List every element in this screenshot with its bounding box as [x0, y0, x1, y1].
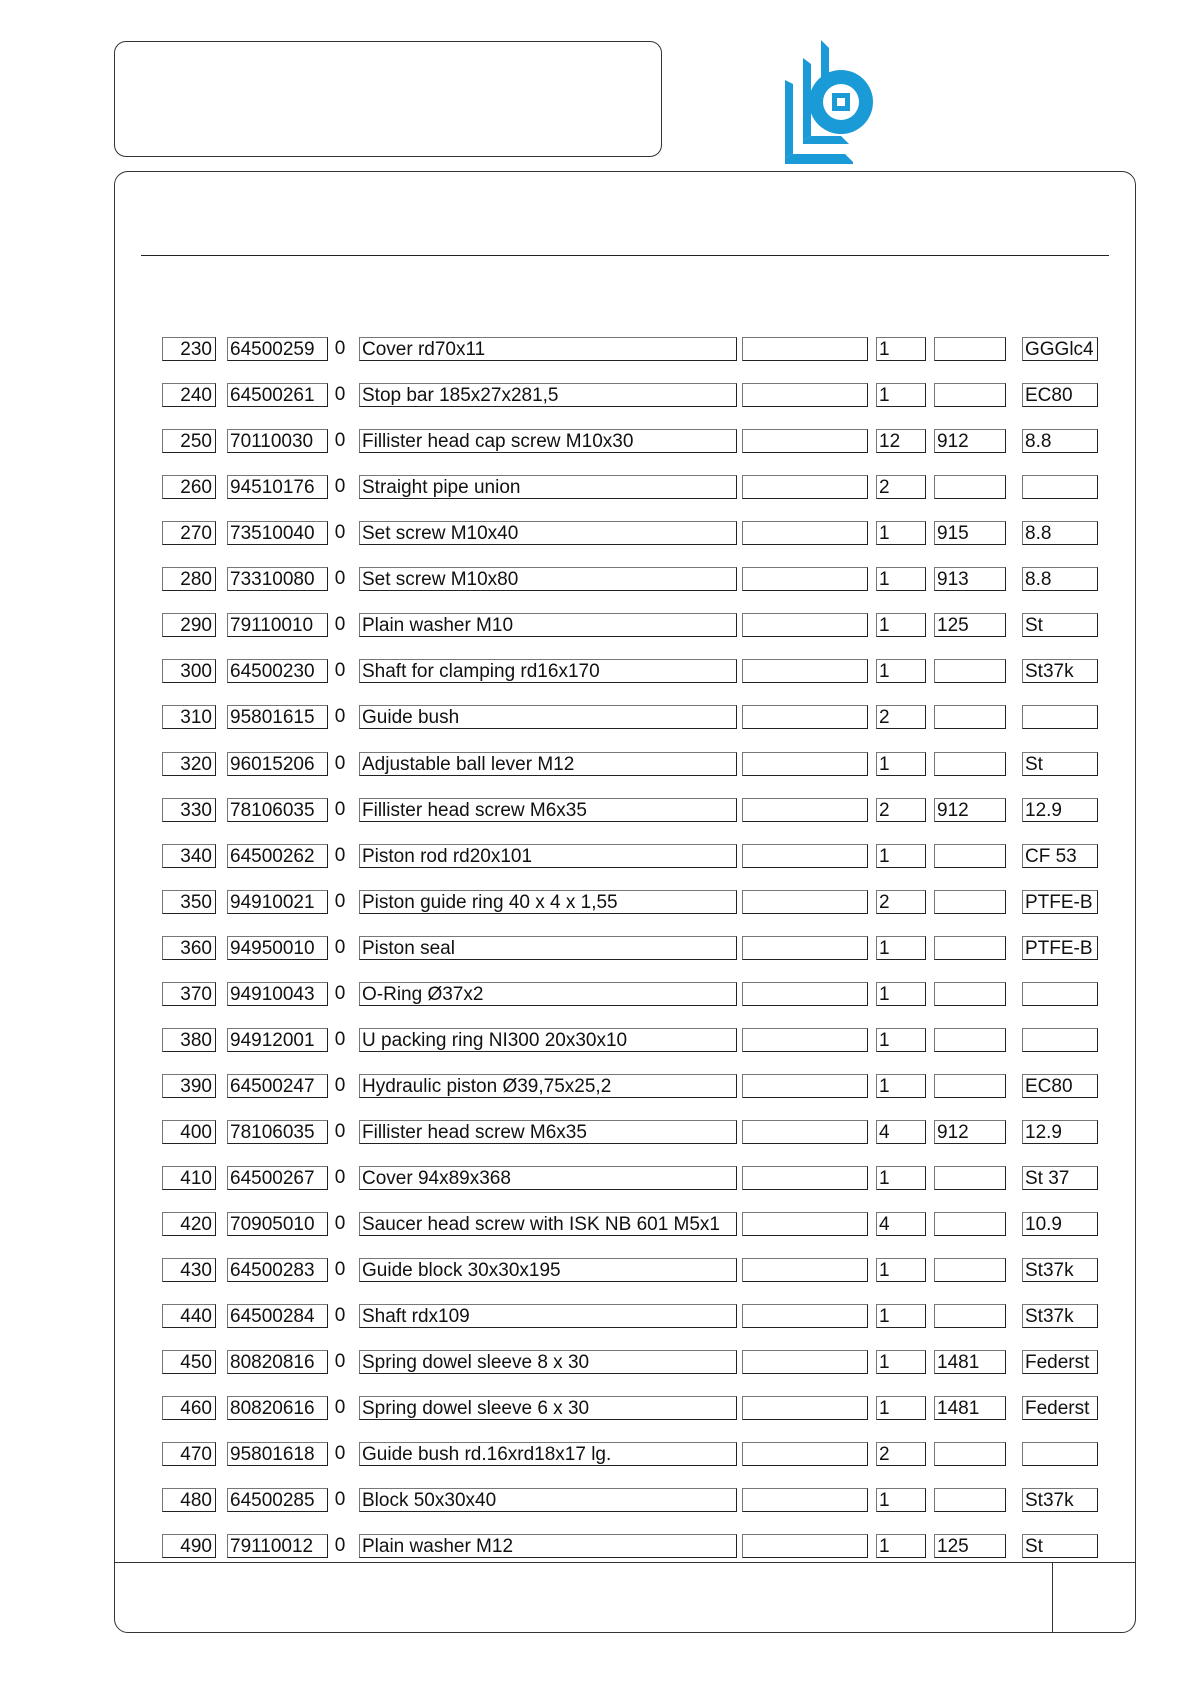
article-number: 94950010	[227, 936, 328, 960]
quantity: 1	[876, 1396, 926, 1420]
position-number: 380	[162, 1028, 216, 1052]
material: St	[1022, 1534, 1098, 1558]
quantity: 1	[876, 1304, 926, 1328]
part-description: Set screw M10x80	[359, 567, 737, 591]
variant-number: 0	[334, 982, 346, 1004]
material: 10.9	[1022, 1212, 1098, 1236]
empty-field	[742, 1028, 868, 1052]
variant-number: 0	[334, 752, 346, 774]
empty-field	[742, 1166, 868, 1190]
position-number: 290	[162, 613, 216, 637]
part-description: Spring dowel sleeve 8 x 30	[359, 1350, 737, 1374]
din-standard: 125	[934, 613, 1006, 637]
article-number: 64500283	[227, 1258, 328, 1282]
empty-field	[742, 613, 868, 637]
position-number: 490	[162, 1534, 216, 1558]
article-number: 79110012	[227, 1534, 328, 1558]
variant-number: 0	[334, 1074, 346, 1096]
part-description: Spring dowel sleeve 6 x 30	[359, 1396, 737, 1420]
din-standard	[934, 383, 1006, 407]
table-row	[0, 659, 1190, 685]
din-standard	[934, 982, 1006, 1006]
empty-field	[742, 429, 868, 453]
footer-column-divider	[1052, 1562, 1053, 1633]
din-standard: 912	[934, 798, 1006, 822]
part-description: Piston guide ring 40 x 4 x 1,55	[359, 890, 737, 914]
table-row	[0, 1350, 1190, 1376]
empty-field	[742, 982, 868, 1006]
empty-field	[742, 1304, 868, 1328]
table-row	[0, 752, 1190, 778]
variant-number: 0	[334, 1397, 346, 1419]
part-description: Saucer head screw with ISK NB 601 M5x1	[359, 1212, 737, 1236]
variant-number: 0	[334, 614, 346, 636]
din-standard: 913	[934, 567, 1006, 591]
empty-field	[742, 659, 868, 683]
article-number: 96015206	[227, 752, 328, 776]
part-description: Plain washer M10	[359, 613, 737, 637]
article-number: 78106035	[227, 798, 328, 822]
article-number: 64500284	[227, 1304, 328, 1328]
position-number: 250	[162, 429, 216, 453]
empty-field	[742, 705, 868, 729]
position-number: 310	[162, 705, 216, 729]
article-number: 64500259	[227, 337, 328, 361]
variant-number: 0	[334, 1535, 346, 1557]
quantity: 1	[876, 337, 926, 361]
empty-field	[742, 1534, 868, 1558]
article-number: 94910043	[227, 982, 328, 1006]
variant-number: 0	[334, 1212, 346, 1234]
quantity: 1	[876, 1166, 926, 1190]
article-number: 70110030	[227, 429, 328, 453]
din-standard	[934, 1304, 1006, 1328]
material: St37k	[1022, 1304, 1098, 1328]
empty-field	[742, 798, 868, 822]
quantity: 1	[876, 383, 926, 407]
position-number: 420	[162, 1212, 216, 1236]
din-standard	[934, 659, 1006, 683]
position-number: 440	[162, 1304, 216, 1328]
material	[1022, 1028, 1098, 1052]
article-number: 79110010	[227, 613, 328, 637]
quantity: 2	[876, 705, 926, 729]
material	[1022, 705, 1098, 729]
position-number: 470	[162, 1442, 216, 1466]
din-standard	[934, 1442, 1006, 1466]
variant-number: 0	[334, 798, 346, 820]
header-divider	[141, 255, 1109, 256]
article-number: 95801618	[227, 1442, 328, 1466]
position-number: 300	[162, 659, 216, 683]
quantity: 2	[876, 1442, 926, 1466]
table-row	[0, 613, 1190, 639]
position-number: 260	[162, 475, 216, 499]
material: St37k	[1022, 659, 1098, 683]
material: 8.8	[1022, 429, 1098, 453]
article-number: 73510040	[227, 521, 328, 545]
position-number: 430	[162, 1258, 216, 1282]
position-number: 370	[162, 982, 216, 1006]
position-number: 360	[162, 936, 216, 960]
material: EC80	[1022, 1074, 1098, 1098]
part-description: Shaft for clamping rd16x170	[359, 659, 737, 683]
part-description: Guide block 30x30x195	[359, 1258, 737, 1282]
table-row	[0, 844, 1190, 870]
variant-number: 0	[334, 1028, 346, 1050]
footer-divider	[114, 1562, 1136, 1563]
table-row	[0, 383, 1190, 409]
part-description: U packing ring NI300 20x30x10	[359, 1028, 737, 1052]
material: St	[1022, 613, 1098, 637]
article-number: 94510176	[227, 475, 328, 499]
part-description: Fillister head screw M6x35	[359, 1120, 737, 1144]
material	[1022, 982, 1098, 1006]
table-row	[0, 1304, 1190, 1330]
quantity: 2	[876, 475, 926, 499]
quantity: 4	[876, 1120, 926, 1144]
position-number: 460	[162, 1396, 216, 1420]
material: Federst	[1022, 1396, 1098, 1420]
empty-field	[742, 1212, 868, 1236]
table-row	[0, 936, 1190, 962]
empty-field	[742, 890, 868, 914]
variant-number: 0	[334, 936, 346, 958]
part-description: Adjustable ball lever M12	[359, 752, 737, 776]
quantity: 1	[876, 1028, 926, 1052]
variant-number: 0	[334, 476, 346, 498]
part-description: Plain washer M12	[359, 1534, 737, 1558]
article-number: 94910021	[227, 890, 328, 914]
article-number: 64500262	[227, 844, 328, 868]
table-row	[0, 567, 1190, 593]
din-standard	[934, 1074, 1006, 1098]
material: St37k	[1022, 1488, 1098, 1512]
variant-number: 0	[334, 1259, 346, 1280]
quantity: 1	[876, 1488, 926, 1512]
table-row	[0, 1212, 1190, 1238]
quantity: 1	[876, 1258, 926, 1282]
variant-number: 0	[334, 522, 346, 544]
din-standard	[934, 1166, 1006, 1190]
table-row	[0, 1120, 1190, 1146]
position-number: 450	[162, 1350, 216, 1374]
din-standard	[934, 1028, 1006, 1052]
position-number: 390	[162, 1074, 216, 1098]
material	[1022, 1442, 1098, 1466]
part-description: Cover 94x89x368	[359, 1166, 737, 1190]
part-description: Fillister head screw M6x35	[359, 798, 737, 822]
variant-number: 0	[334, 660, 346, 682]
variant-number: 0	[334, 844, 346, 866]
empty-field	[742, 1442, 868, 1466]
quantity: 2	[876, 890, 926, 914]
position-number: 330	[162, 798, 216, 822]
table-row	[0, 1074, 1190, 1100]
table-row	[0, 1488, 1190, 1514]
din-standard	[934, 752, 1006, 776]
variant-number: 0	[334, 568, 346, 590]
variant-number: 0	[334, 430, 346, 452]
din-standard	[934, 1488, 1006, 1512]
part-description: Guide bush rd.16xrd18x17 lg.	[359, 1442, 737, 1466]
position-number: 410	[162, 1166, 216, 1190]
article-number: 95801615	[227, 705, 328, 729]
material: 12.9	[1022, 798, 1098, 822]
material: PTFE-B	[1022, 890, 1098, 914]
empty-field	[742, 567, 868, 591]
din-standard	[934, 890, 1006, 914]
empty-field	[742, 337, 868, 361]
variant-number: 0	[334, 890, 346, 912]
empty-field	[742, 1074, 868, 1098]
quantity: 1	[876, 659, 926, 683]
variant-number: 0	[334, 338, 346, 359]
position-number: 230	[162, 337, 216, 361]
material: EC80	[1022, 383, 1098, 407]
din-standard: 1481	[934, 1396, 1006, 1420]
quantity: 1	[876, 982, 926, 1006]
table-row	[0, 475, 1190, 501]
din-standard	[934, 844, 1006, 868]
empty-field	[742, 475, 868, 499]
part-description: Fillister head cap screw M10x30	[359, 429, 737, 453]
empty-field	[742, 1350, 868, 1374]
table-row	[0, 1396, 1190, 1422]
variant-number: 0	[334, 1120, 346, 1142]
quantity: 1	[876, 1534, 926, 1558]
material: PTFE-B	[1022, 936, 1098, 960]
table-row	[0, 1166, 1190, 1192]
empty-field	[742, 521, 868, 545]
empty-field	[742, 1258, 868, 1282]
position-number: 240	[162, 383, 216, 407]
part-description: O-Ring Ø37x2	[359, 982, 737, 1006]
part-description: Shaft rdx109	[359, 1304, 737, 1328]
table-row	[0, 982, 1190, 1008]
position-number: 350	[162, 890, 216, 914]
article-number: 64500230	[227, 659, 328, 683]
empty-field	[742, 844, 868, 868]
din-standard	[934, 705, 1006, 729]
part-description: Set screw M10x40	[359, 521, 737, 545]
quantity: 1	[876, 1350, 926, 1374]
quantity: 4	[876, 1212, 926, 1236]
article-number: 64500247	[227, 1074, 328, 1098]
position-number: 480	[162, 1488, 216, 1512]
material: 12.9	[1022, 1120, 1098, 1144]
variant-number: 0	[334, 384, 346, 406]
din-standard: 912	[934, 1120, 1006, 1144]
table-row	[0, 798, 1190, 824]
material	[1022, 475, 1098, 499]
material: CF 53	[1022, 844, 1098, 868]
table-row	[0, 1534, 1190, 1560]
din-standard	[934, 475, 1006, 499]
material: St37k	[1022, 1258, 1098, 1282]
variant-number: 0	[334, 1443, 346, 1465]
article-number: 64500285	[227, 1488, 328, 1512]
article-number: 70905010	[227, 1212, 328, 1236]
table-row	[0, 890, 1190, 916]
article-number: 64500267	[227, 1166, 328, 1190]
article-number: 80820616	[227, 1396, 328, 1420]
material: St	[1022, 752, 1098, 776]
position-number: 340	[162, 844, 216, 868]
article-number: 94912001	[227, 1028, 328, 1052]
variant-number: 0	[334, 1489, 346, 1511]
position-number: 280	[162, 567, 216, 591]
table-row	[0, 337, 1190, 363]
quantity: 1	[876, 613, 926, 637]
variant-number: 0	[334, 706, 346, 728]
part-description: Piston seal	[359, 936, 737, 960]
variant-number: 0	[334, 1305, 346, 1326]
din-standard	[934, 337, 1006, 361]
table-row	[0, 429, 1190, 455]
part-description: Hydraulic piston Ø39,75x25,2	[359, 1074, 737, 1098]
part-description: Piston rod rd20x101	[359, 844, 737, 868]
table-row	[0, 1442, 1190, 1468]
empty-field	[742, 383, 868, 407]
material: St 37	[1022, 1166, 1098, 1190]
position-number: 320	[162, 752, 216, 776]
din-standard	[934, 1258, 1006, 1282]
din-standard: 915	[934, 521, 1006, 545]
quantity: 1	[876, 936, 926, 960]
empty-field	[742, 1396, 868, 1420]
quantity: 1	[876, 521, 926, 545]
position-number: 270	[162, 521, 216, 545]
din-standard: 912	[934, 429, 1006, 453]
article-number: 64500261	[227, 383, 328, 407]
quantity: 1	[876, 752, 926, 776]
company-logo	[783, 40, 875, 164]
part-description: Cover rd70x11	[359, 337, 737, 361]
quantity: 2	[876, 798, 926, 822]
din-standard	[934, 1212, 1006, 1236]
empty-field	[742, 1120, 868, 1144]
quantity: 1	[876, 567, 926, 591]
din-standard: 1481	[934, 1350, 1006, 1374]
article-number: 80820816	[227, 1350, 328, 1374]
title-block-box	[114, 41, 662, 157]
quantity: 1	[876, 1074, 926, 1098]
empty-field	[742, 752, 868, 776]
empty-field	[742, 1488, 868, 1512]
material: 8.8	[1022, 521, 1098, 545]
position-number: 400	[162, 1120, 216, 1144]
part-description: Stop bar 185x27x281,5	[359, 383, 737, 407]
article-number: 78106035	[227, 1120, 328, 1144]
part-description: Guide bush	[359, 705, 737, 729]
part-description: Straight pipe union	[359, 475, 737, 499]
din-standard	[934, 936, 1006, 960]
quantity: 12	[876, 429, 926, 453]
part-description: Block 50x30x40	[359, 1488, 737, 1512]
din-standard: 125	[934, 1534, 1006, 1558]
material: 8.8	[1022, 567, 1098, 591]
variant-number: 0	[334, 1351, 346, 1373]
material: GGGlc4	[1022, 337, 1098, 361]
article-number: 73310080	[227, 567, 328, 591]
empty-field	[742, 936, 868, 960]
table-row	[0, 1258, 1190, 1284]
table-row	[0, 1028, 1190, 1054]
quantity: 1	[876, 844, 926, 868]
material: Federst	[1022, 1350, 1098, 1374]
variant-number: 0	[334, 1166, 346, 1188]
table-row	[0, 521, 1190, 547]
table-row	[0, 705, 1190, 731]
